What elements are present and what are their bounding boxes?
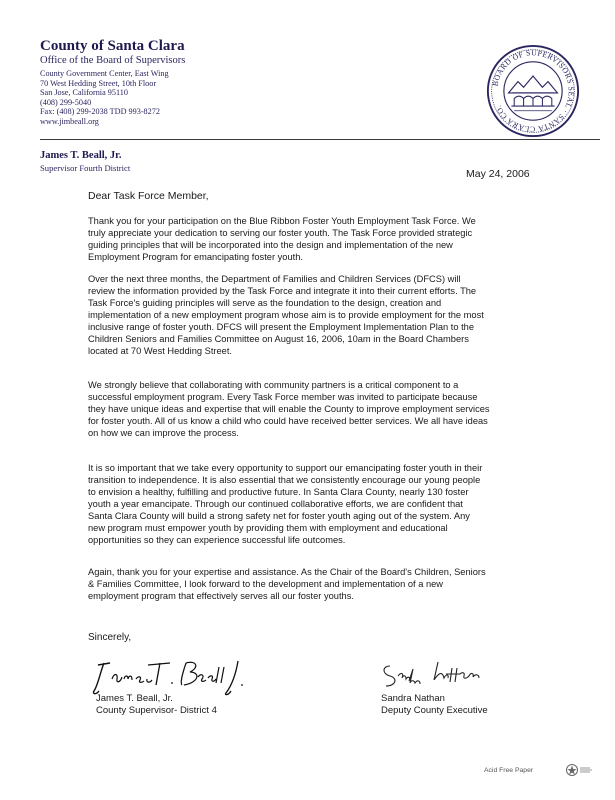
recycle-logo-icon: [563, 763, 593, 777]
signer-block-nathan: [381, 693, 488, 717]
text-line: Santa Clara County will build a strong safety net for foster youth aging out of the system. Any: [88, 511, 470, 521]
fax-line: Fax: (408) 299-2038 TDD 993-8272: [40, 107, 160, 117]
website-link: www.jimbeall.org: [40, 116, 99, 126]
paragraph: [88, 462, 538, 546]
text-line: Task Force's guiding principles will serve as the foundation to the design, creation and: [88, 298, 442, 308]
letterhead-divider: [40, 139, 600, 140]
text-line: to envision a healthy, fulfilling and productive future. In Santa Clara County, nearly 130 foster: [88, 487, 469, 497]
acid-free-paper-label: Acid Free Paper: [484, 767, 534, 774]
text-line: Employment Program for emancipating foster youth.: [88, 252, 303, 262]
text-line: Thank you for your participation on the Blue Ribbon Foster Youth Employment Task Force. We: [88, 216, 476, 226]
text-line: & Families Committee, I look forward to the development and implementation of a new: [88, 579, 444, 589]
county-name: County of Santa Clara: [40, 38, 185, 54]
signer-title: County Supervisor- District 4: [96, 705, 217, 716]
text-line: truly appreciate your dedication to serving our foster youth. The Task Force provided strategic: [88, 228, 473, 238]
nathan-signature-icon: [378, 658, 508, 688]
text-line: successful employment program. Every Task Force member was invited to participate because: [88, 392, 478, 402]
text-line: guiding principles that will be incorporated into the design and implementation of the new: [88, 240, 453, 250]
signer-name: James T. Beall, Jr.: [96, 693, 173, 704]
text-line: transition to independence. It is also essential that we consistently encourage our young people: [88, 475, 481, 485]
salutation: Dear Task Force Member,: [88, 190, 209, 202]
paragraph: [88, 566, 538, 602]
text-line: Again, thank you for your expertise and assistance. As the Chair of the Board's Children, Seniors: [88, 567, 486, 577]
beall-signature-icon: [90, 655, 260, 697]
text-line: Children Seniors and Families Committee on August 16, 2006, 10am in the Board Chambers: [88, 334, 469, 344]
text-line: implementation of a new employment program whose aim is to provide employment for the most: [88, 310, 484, 320]
address-line: 70 West Hedding Street, 10th Floor: [40, 78, 157, 88]
text-line: located at 70 West Hedding Street.: [88, 346, 233, 356]
text-line: youth a year emancipate. Through our continued collaborative efforts, we are confident that: [88, 499, 463, 509]
phone-line: (408) 299-5040: [40, 97, 92, 107]
text-line: It is so important that we take every opportunity to support our emancipating foster youth in their: [88, 463, 483, 473]
supervisor-name: James T. Beall, Jr.: [40, 150, 122, 161]
text-line: opportunities so they can experience successful life outcomes.: [88, 535, 346, 545]
address-line: San Jose, California 95110: [40, 88, 128, 98]
paragraph: [88, 215, 538, 263]
text-line: new program must empower youth by providing them with employment and educational: [88, 523, 448, 533]
text-line: for foster youth. All of us know a child who could have received better services. We all have ideas: [88, 416, 488, 426]
signer-name: Sandra Nathan: [381, 693, 445, 704]
closing: Sincerely,: [88, 632, 132, 643]
text-line: review the information provided by the Task Force and integrate it into their current efforts. The: [88, 286, 477, 296]
text-line: We strongly believe that collaborating with community partners is a critical component to a: [88, 380, 459, 390]
signer-title: Deputy County Executive: [381, 705, 488, 716]
county-seal-icon: [486, 44, 580, 138]
office-address: [40, 69, 169, 127]
text-line: Over the next three months, the Department of Families and Children Services (DFCS) will: [88, 274, 461, 284]
text-line: inclusive range of foster youth. DFCS will present the Employment Implementation Plan to the: [88, 322, 475, 332]
letter-date: May 24, 2006: [466, 168, 530, 180]
supervisor-title: Supervisor Fourth District: [40, 163, 131, 173]
paragraph: [88, 273, 538, 357]
address-line: County Government Center, East Wing: [40, 69, 169, 78]
text-line: employment program that effectively serves all our foster youths.: [88, 591, 354, 601]
signer-block-beall: [96, 693, 217, 717]
text-line: on how we can improve the process.: [88, 428, 239, 438]
office-name: Office of the Board of Supervisors: [40, 55, 186, 66]
paragraph: [88, 379, 538, 439]
seal-text: BOARD OF SUPERVISORS SEAL · SANTA CLARA CO.: [490, 48, 576, 134]
text-line: they have unique ideas and expertise that will enable the County to improve employment services: [88, 404, 490, 414]
